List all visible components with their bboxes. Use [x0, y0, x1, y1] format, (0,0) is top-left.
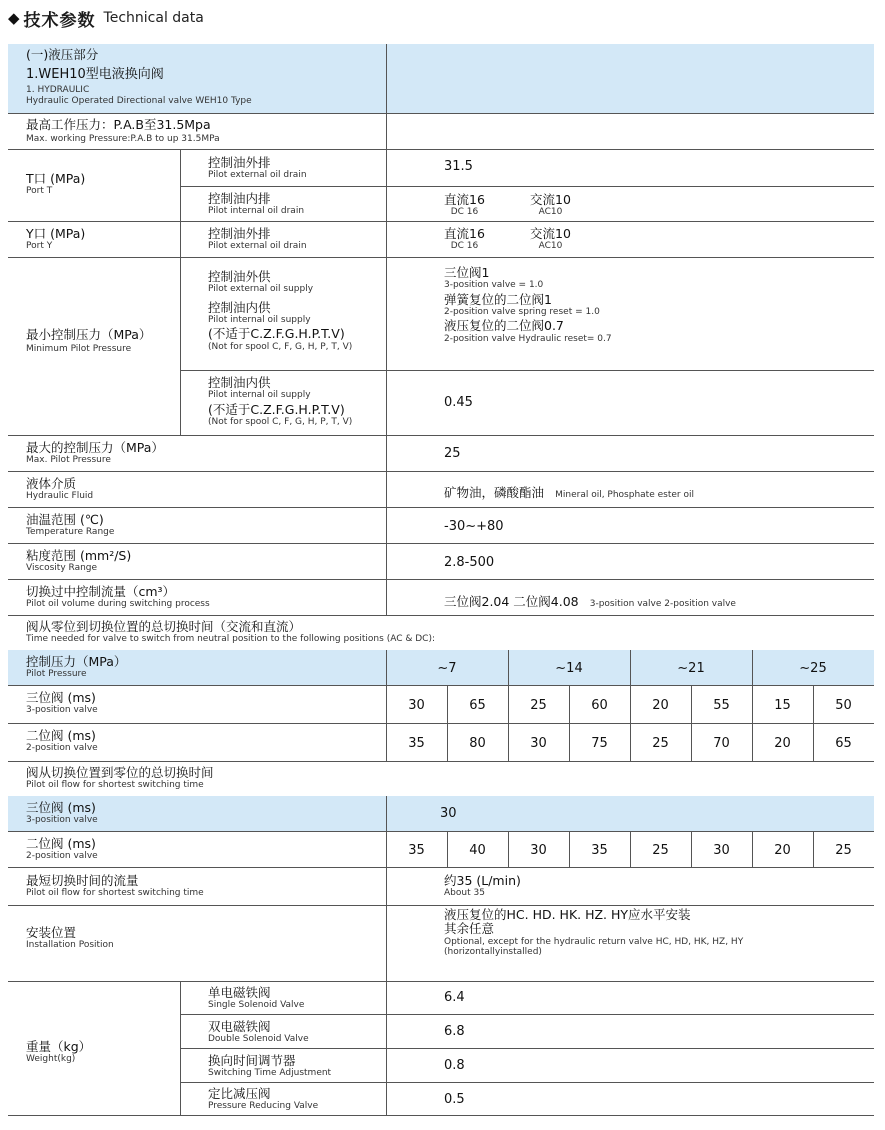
- hydraulic-fluid-en: Hydraulic Fluid: [26, 491, 94, 502]
- table-cell: 25: [835, 843, 852, 858]
- installation-cn: 安装位置: [26, 925, 77, 940]
- installation-en: Installation Position: [26, 940, 114, 951]
- weight-reducing-value: 0.5: [444, 1092, 465, 1107]
- min-pilot-3pos-cn: 三位阀1: [444, 265, 490, 280]
- title-en: Technical data: [103, 10, 204, 26]
- table-cell: 35: [591, 843, 608, 858]
- port-t-ac-en: AC10: [538, 207, 563, 218]
- port-t-row: [8, 150, 874, 222]
- min-pilot-int-supply-2-cn: 控制油内供: [208, 375, 271, 390]
- hydraulic-fluid-value-cn: 矿物油，磷酸酯油: [444, 485, 545, 500]
- min-flow-value-en: About 35: [444, 888, 485, 899]
- table-cell: 20: [774, 843, 791, 858]
- three-pos-return-cn: 三位阀 (ms): [26, 800, 96, 815]
- diamond-icon: ◆: [8, 9, 20, 27]
- port-t-internal-drain-en: Pilot internal oil drain: [208, 206, 305, 217]
- max-working-pressure-row: [8, 114, 874, 150]
- min-pilot-hydraulic-en: 2-position valve Hydraulic reset= 0.7: [444, 333, 612, 344]
- port-y-cn: Y口 (MPa): [26, 226, 86, 241]
- three-pos-return-value: 30: [440, 806, 457, 821]
- hydraulic-section-title: (一)液压部分: [26, 47, 99, 62]
- table-cell: 80: [469, 736, 486, 751]
- min-pilot-spring-cn: 弹簧复位的二位阀1: [444, 291, 552, 307]
- weight-single-value: 6.4: [444, 990, 465, 1005]
- temperature-row: [8, 508, 874, 544]
- return-time-header-cn: 阀从切换位置到零位的总切换时间: [26, 765, 214, 780]
- pilot-pressure-header-row: [8, 650, 874, 686]
- min-pilot-spool-note-2-en: (Not for spool C, F, G, H, P, T, V): [208, 417, 353, 428]
- min-pilot-spool-note-en: (Not for spool C, F, G, H, P, T, V): [208, 341, 353, 352]
- pilot-oil-volume-row: [8, 580, 874, 616]
- min-pilot-int-value: 0.45: [444, 395, 473, 410]
- hydraulic-fluid-value-en: Mineral oil, Phosphate ester oil: [555, 490, 694, 500]
- hydraulic-header-row: [8, 44, 874, 114]
- two-pos-switch-en: 2-position valve: [26, 743, 98, 754]
- min-flow-cn: 最短切换时间的流量: [26, 873, 139, 888]
- return-time-header-row: [8, 762, 874, 796]
- two-pos-return-row: [8, 832, 874, 868]
- min-pilot-hydraulic-cn: 液压复位的二位阀0.7: [444, 318, 564, 334]
- min-pilot-spool-note-cn: (不适于C.Z.F.G.H.P.T.V): [208, 326, 345, 342]
- table-cell: 75: [591, 736, 608, 751]
- port-t-external-drain-en: Pilot external oil drain: [208, 170, 307, 181]
- pilot-oil-volume-en: Pilot oil volume during switching process: [26, 599, 210, 610]
- table-cell: 25: [530, 698, 547, 713]
- installation-note-4: (horizontallyinstalled): [444, 947, 542, 958]
- min-pilot-int-supply-en: Pilot internal oil supply: [208, 315, 311, 326]
- table-cell: 30: [530, 736, 547, 751]
- max-working-pressure-en: Max. working Pressure:P.A.B to up 31.5MPa: [26, 134, 220, 145]
- weight-double-cn: 双电磁铁阀: [208, 1019, 271, 1034]
- port-y-ac-en: AC10: [538, 241, 563, 252]
- min-flow-value-cn: 约35 (L/min): [444, 873, 521, 888]
- port-y-dc-en: DC 16: [450, 241, 479, 252]
- pilot-pressure-header-en: Pilot Pressure: [26, 669, 87, 680]
- weight-double-value: 6.8: [444, 1024, 465, 1039]
- max-pilot-pressure-value: 25: [444, 446, 461, 461]
- table-cell: 40: [469, 843, 486, 858]
- hydraulic-en-2: Hydraulic Operated Directional valve WEH10 Type: [26, 95, 252, 106]
- min-pilot-spring-en: 2-position valve spring reset = 1.0: [444, 307, 600, 318]
- min-pilot-pressure-row: [8, 258, 874, 436]
- two-pos-switch-row: [8, 724, 874, 762]
- table-cell: 30: [408, 698, 425, 713]
- hydraulic-fluid-cn: 液体介质: [26, 476, 77, 491]
- port-t-cn: T口 (MPa): [26, 171, 86, 186]
- min-pilot-spool-note-2-cn: (不适于C.Z.F.G.H.P.T.V): [208, 401, 345, 417]
- table-cell: 55: [713, 698, 730, 713]
- port-t-external-drain-cn: 控制油外排: [208, 155, 271, 170]
- pilot-pressure-col-14: ~14: [555, 661, 583, 676]
- temperature-cn: 油温范围 (℃): [26, 512, 104, 527]
- section-header: [8, 6, 204, 30]
- hydraulic-fluid-row: [8, 472, 874, 508]
- table-cell: 65: [835, 736, 852, 751]
- pilot-pressure-col-25: ~25: [799, 661, 827, 676]
- weight-switch-adj-value: 0.8: [444, 1058, 465, 1073]
- max-pilot-pressure-cn: 最大的控制压力（MPa）: [26, 440, 164, 455]
- installation-note-2: 其余任意: [444, 921, 495, 937]
- three-pos-return-row: [8, 796, 874, 832]
- hydraulic-en-1: 1. HYDRAULIC: [26, 85, 90, 96]
- table-cell: 70: [713, 736, 730, 751]
- port-y-external-drain-en: Pilot external oil drain: [208, 241, 307, 252]
- weight-reducing-cn: 定比减压阀: [208, 1086, 271, 1101]
- table-cell: 25: [652, 843, 669, 858]
- pilot-pressure-header-cn: 控制压力（MPa）: [26, 654, 127, 669]
- table-cell: 60: [591, 698, 608, 713]
- port-y-dc-cn: 直流16: [444, 226, 485, 241]
- valve-type-title: 1.WEH10型电液换向阀: [26, 67, 164, 83]
- two-pos-return-cn: 二位阀 (ms): [26, 836, 96, 851]
- return-time-header-en: Pilot oil flow for shortest switching time: [26, 780, 204, 791]
- three-pos-switch-en: 3-position valve: [26, 705, 98, 716]
- min-pilot-3pos-en: 3-position valve = 1.0: [444, 280, 544, 291]
- temperature-en: Temperature Range: [26, 527, 115, 538]
- table-cell: 15: [774, 698, 791, 713]
- viscosity-en: Viscosity Range: [26, 563, 98, 574]
- pilot-oil-volume-value-cn: 三位阀2.04 二位阀4.08: [444, 594, 579, 609]
- viscosity-value: 2.8-500: [444, 555, 495, 570]
- port-t-dc-en: DC 16: [450, 207, 479, 218]
- port-t-ac-cn: 交流10: [530, 192, 571, 207]
- table-cell: 35: [408, 843, 425, 858]
- pilot-oil-volume-value-en: 3-position valve 2-position valve: [589, 599, 736, 609]
- table-cell: 30: [713, 843, 730, 858]
- two-pos-return-en: 2-position valve: [26, 851, 98, 862]
- installation-note-1: 液压复位的HC. HD. HK. HZ. HY应水平安装: [444, 907, 691, 922]
- weight-cn: 重量（kg）: [26, 1039, 92, 1054]
- three-pos-return-en: 3-position valve: [26, 815, 98, 826]
- switch-time-header-en: Time needed for valve to switch from neutral position to the following positions (AC & DC):: [26, 634, 435, 645]
- weight-single-cn: 单电磁铁阀: [208, 985, 271, 1000]
- min-pilot-ext-supply-cn: 控制油外供: [208, 269, 271, 284]
- port-y-external-drain-cn: 控制油外排: [208, 226, 271, 241]
- weight-single-en: Single Solenoid Valve: [208, 1000, 305, 1011]
- weight-reducing-en: Pressure Reducing Valve: [208, 1101, 319, 1112]
- switch-time-header-row: [8, 616, 874, 650]
- viscosity-row: [8, 544, 874, 580]
- pilot-pressure-col-7: ~7: [437, 661, 457, 676]
- table-cell: 20: [774, 736, 791, 751]
- max-pilot-pressure-row: [8, 436, 874, 472]
- max-pilot-pressure-en: Max. Pilot Pressure: [26, 455, 111, 466]
- min-pilot-int-supply-2-en: Pilot internal oil supply: [208, 390, 311, 401]
- port-y-row: [8, 222, 874, 258]
- three-pos-switch-cn: 三位阀 (ms): [26, 690, 96, 705]
- title-cn: 技术参数: [23, 10, 96, 31]
- port-t-internal-drain-cn: 控制油内排: [208, 191, 271, 206]
- table-cell: 65: [469, 698, 486, 713]
- min-flow-en: Pilot oil flow for shortest switching time: [26, 888, 204, 899]
- weight-en: Weight(kg): [26, 1054, 76, 1065]
- table-cell: 35: [408, 736, 425, 751]
- table-cell: 30: [530, 843, 547, 858]
- two-pos-switch-cn: 二位阀 (ms): [26, 728, 96, 743]
- table-cell: 50: [835, 698, 852, 713]
- table-cell: 25: [652, 736, 669, 751]
- max-working-pressure-cn: 最高工作压力：P.A.B至31.5Mpa: [26, 117, 211, 132]
- min-pilot-pressure-en: Minimum Pilot Pressure: [26, 344, 132, 355]
- switch-time-header-cn: 阀从零位到切换位置的总切换时间（交流和直流）: [26, 619, 302, 634]
- port-y-ac-cn: 交流10: [530, 226, 571, 241]
- installation-note-3: Optional, except for the hydraulic return valve HC, HD, HK, HZ, HY: [444, 936, 744, 947]
- three-pos-switch-row: [8, 686, 874, 724]
- weight-double-en: Double Solenoid Valve: [208, 1034, 309, 1045]
- technical-data-table: [8, 44, 874, 1116]
- table-cell: 20: [652, 698, 669, 713]
- port-t-dc-cn: 直流16: [444, 192, 485, 207]
- weight-switch-adj-en: Switching Time Adjustment: [208, 1068, 332, 1079]
- pilot-pressure-col-21: ~21: [677, 661, 705, 676]
- port-t-en: Port T: [26, 186, 53, 197]
- weight-row: [8, 982, 874, 1116]
- viscosity-cn: 粘度范围 (mm²/S): [26, 548, 132, 563]
- port-y-en: Port Y: [26, 241, 53, 252]
- weight-switch-adj-cn: 换向时间调节器: [208, 1053, 296, 1068]
- min-pilot-int-supply-cn: 控制油内供: [208, 299, 271, 315]
- installation-row: [8, 906, 874, 982]
- port-t-external-value: 31.5: [444, 159, 473, 174]
- temperature-value: -30~+80: [444, 519, 504, 534]
- min-flow-row: [8, 868, 874, 906]
- min-pilot-pressure-cn: 最小控制压力（MPa）: [26, 327, 152, 342]
- pilot-oil-volume-cn: 切换过中控制流量（cm³）: [26, 584, 176, 599]
- min-pilot-ext-supply-en: Pilot external oil supply: [208, 284, 314, 295]
